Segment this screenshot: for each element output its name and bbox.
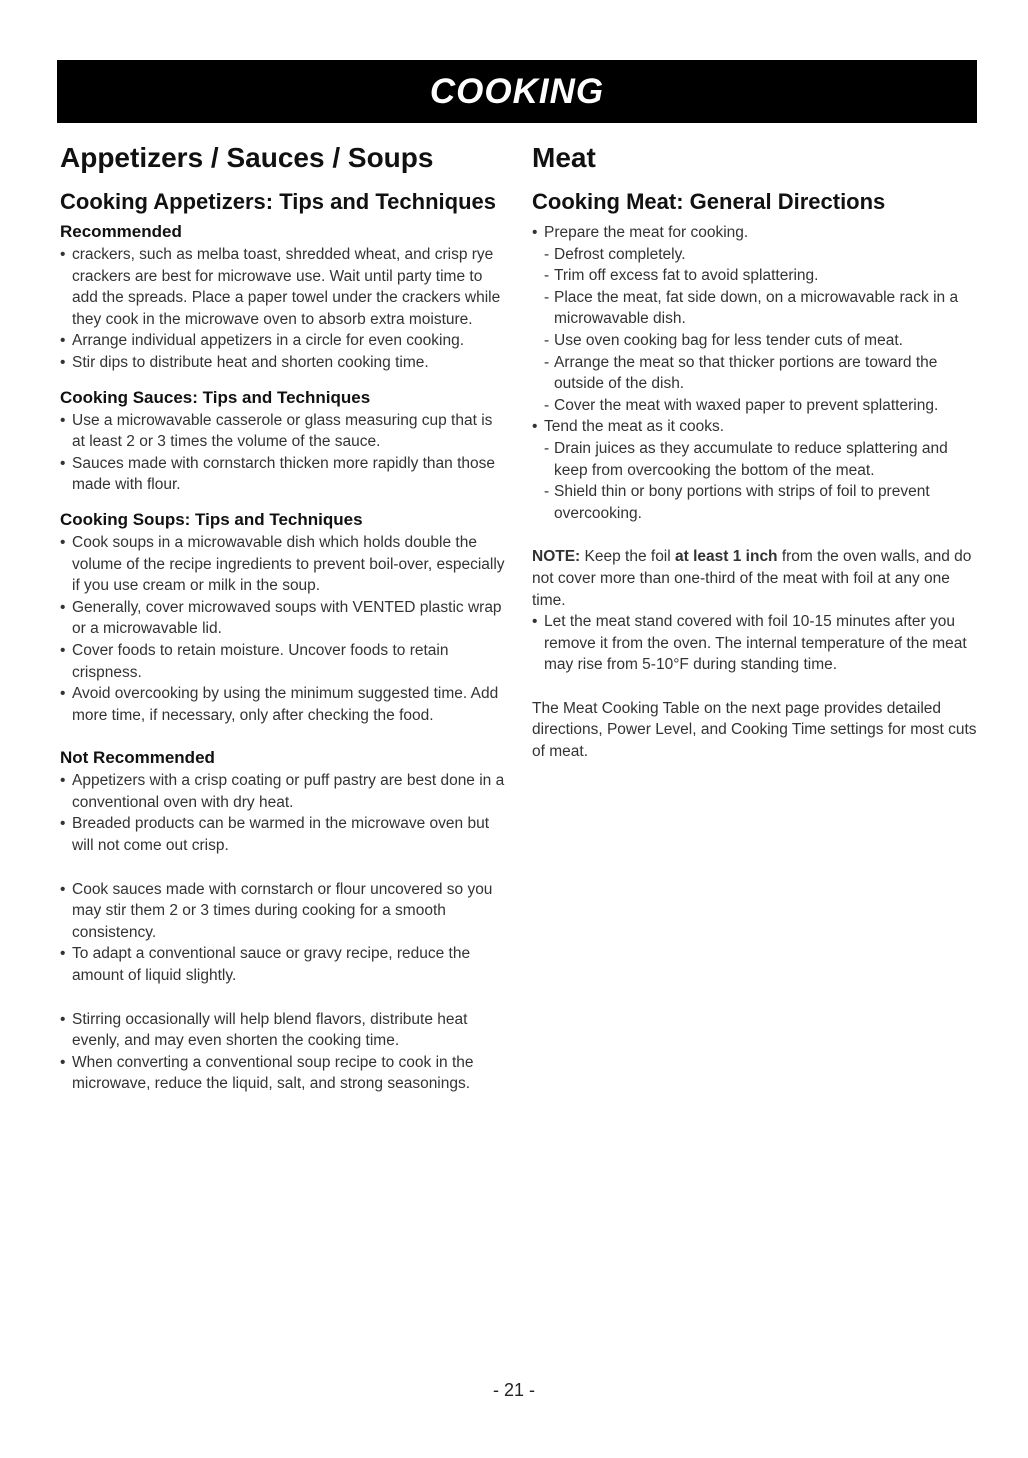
list-item: - Defrost completely. xyxy=(532,244,978,266)
list-item: - Shield thin or bony portions with strips of foil to prevent overcooking. xyxy=(532,481,978,524)
list-item: • Stir dips to distribute heat and shorten cooking time. xyxy=(60,352,508,374)
list-item: - Drain juices as they accumulate to reduce splattering and keep from overcooking the bottom of the meat. xyxy=(532,438,978,481)
meat-subheading: Cooking Meat: General Directions xyxy=(532,189,886,214)
list-item: • Let the meat stand covered with foil 10-15 minutes after you remove it from the oven. The internal temperature of the meat may rise from 5-10°F during standing time. xyxy=(532,611,978,676)
prepare-steps xyxy=(532,244,978,417)
appetizers-subheading: Cooking Appetizers: Tips and Techniques xyxy=(60,189,496,214)
note-emphasis: at least 1 inch xyxy=(675,548,778,566)
appetizers-heading: Appetizers / Sauces / Soups xyxy=(60,142,434,173)
list-item: • To adapt a conventional sauce or gravy recipe, reduce the amount of liquid slightly. xyxy=(60,943,508,986)
recommended-label: Recommended xyxy=(60,222,182,241)
list-item: • Appetizers with a crisp coating or puff pastry are best done in a conventional oven with dry heat. xyxy=(60,770,508,813)
list-item: • Avoid overcooking by using the minimum suggested time. Add more time, if necessary, only after checking the food. xyxy=(60,683,508,726)
soup-tips-list xyxy=(60,1009,508,1095)
list-item: - Cover the meat with waxed paper to prevent splattering. xyxy=(532,395,978,417)
page-number: - 21 - xyxy=(492,1380,535,1400)
list-item: • crackers, such as melba toast, shredded wheat, and crisp rye crackers are best for microwave use. Wait until party time to add the spreads. Place a paper towel under the crackers while they cook in the microwave oven to absorb extra moisture. xyxy=(60,244,508,330)
left-column xyxy=(60,140,508,1095)
banner-title: COOKING xyxy=(429,72,605,111)
not-recommended-list xyxy=(60,770,508,856)
prepare-text: Prepare the meat for cooking. xyxy=(544,224,749,241)
list-item: • When converting a conventional soup recipe to cook in the microwave, reduce the liquid, salt, and strong seasonings. xyxy=(60,1052,508,1095)
list-item: - Use oven cooking bag for less tender cuts of meat. xyxy=(532,330,978,352)
note-text: Keep the foil xyxy=(580,548,676,566)
list-item: - Place the meat, fat side down, on a microwavable rack in a microwavable dish. xyxy=(532,287,978,330)
meat-heading: Meat xyxy=(532,142,596,173)
list-item: • Use a microwavable casserole or glass measuring cup that is at least 2 or 3 times the volume of the sauce. xyxy=(60,410,508,453)
tend-text: Tend the meat as it cooks. xyxy=(544,418,725,436)
sauces-list xyxy=(60,410,508,496)
list-item: • Generally, cover microwaved soups with VENTED plastic wrap or a microwavable lid. xyxy=(60,597,508,640)
tend-steps xyxy=(532,438,978,524)
list-item: - Arrange the meat so that thicker portions are toward the outside of the dish. xyxy=(532,352,978,395)
list-item: • Cook soups in a microwavable dish which holds double the volume of the recipe ingredients to prevent boil-over, especially if you use cream or milk in the soup. xyxy=(60,532,508,597)
foil-note xyxy=(532,546,978,611)
right-column xyxy=(532,140,978,763)
list-item: • Cover foods to retain moisture. Uncover foods to retain crispness. xyxy=(60,640,508,683)
list-item xyxy=(532,416,978,524)
sauce-tips-list xyxy=(60,879,508,987)
meat-table-reference: The Meat Cooking Table on the next page provides detailed directions, Power Level, and Cooking Time settings for most cuts of meat. xyxy=(532,699,977,761)
soups-subheading: Cooking Soups: Tips and Techniques xyxy=(60,509,363,529)
soups-list xyxy=(60,532,508,726)
meat-directions-list xyxy=(532,222,978,524)
not-recommended-label: Not Recommended xyxy=(60,748,215,768)
note-label: NOTE: xyxy=(532,548,581,566)
list-item: • Arrange individual appetizers in a circle for even cooking. xyxy=(60,330,508,352)
sauces-subheading: Cooking Sauces: Tips and Techniques xyxy=(60,387,371,407)
list-item: • Breaded products can be warmed in the microwave oven but will not come out crisp. xyxy=(60,813,508,856)
list-item: • Sauces made with cornstarch thicken more rapidly than those made with flour. xyxy=(60,453,508,496)
stand-list xyxy=(532,611,978,676)
list-item xyxy=(532,222,978,416)
section-banner xyxy=(57,60,977,123)
note-text: from the oven walls, and do not cover more than one-third of the meat with foil at any one time. xyxy=(532,548,972,609)
list-item: • Stirring occasionally will help blend flavors, distribute heat evenly, and may even shorten the cooking time. xyxy=(60,1009,508,1052)
list-item: • Cook sauces made with cornstarch or flour uncovered so you may stir them 2 or 3 times during cooking for a smooth consistency. xyxy=(60,879,508,944)
list-item: - Trim off excess fat to avoid splattering. xyxy=(532,265,978,287)
appetizers-list xyxy=(60,244,508,374)
